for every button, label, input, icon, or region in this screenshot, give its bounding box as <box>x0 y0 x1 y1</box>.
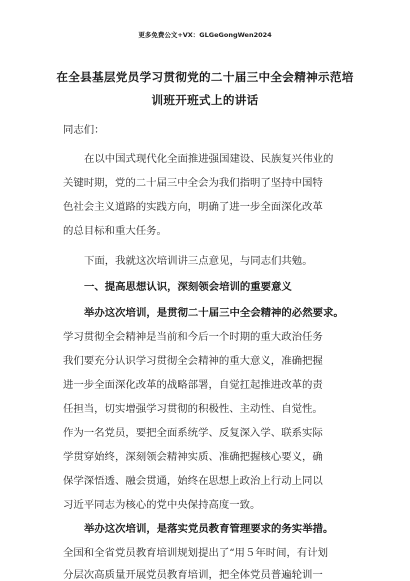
header-banner: 更多免费公文+VX：GLGeGongWen2024 <box>138 31 272 39</box>
paragraph-3-line: 学习贯彻全会精神是当前和今后一个时期的重大政治任务 <box>63 331 323 343</box>
paragraph-3-line: 保学深悟透、融会贯通，始终在思想上政治上行动上同以 <box>63 475 323 487</box>
salutation: 同志们： <box>63 124 105 136</box>
section-1-lead-sentence: 举办这次培训，是贯彻二十届三中全会精神的必然要求。 <box>84 307 344 319</box>
paragraph-3-line: 习近平同志为核心的党中央保持高度一致。 <box>63 499 261 511</box>
paragraph-1-line: 在以中国式现代化全面推进强国建设、民族复兴伟业的 <box>84 153 334 165</box>
section-1-lead-sentence-2: 举办这次培训，是落实党员教育管理要求的务实举措。 <box>84 523 334 535</box>
document-title-line-2: 训班开班式上的讲话 <box>151 93 259 107</box>
paragraph-2: 下面，我就这次培训讲三点意见，与同志们共勉。 <box>84 255 313 267</box>
document-title-line-1: 在全县基层党员学习贯彻党的二十届三中全会精神示范培 <box>56 70 354 84</box>
paragraph-3-line: 进一步全面深化改革的战略部署，自觉扛起推进改革的责 <box>63 379 323 391</box>
paragraph-4-line: 分层次高质量开展党员教育培训，把全体党员普遍轮训一 <box>63 569 323 581</box>
paragraph-3-line: 学贯穿始终，深刻领会精神实质、准确把握核心要义，确 <box>63 451 323 463</box>
paragraph-3-line: 我们要充分认识学习贯彻全会精神的重大意义，准确把握 <box>63 355 323 367</box>
paragraph-1-line: 色社会主义道路的实践方向，明确了进一步全面深化改革 <box>63 201 323 213</box>
paragraph-4-line: 全国和全省党员教育培训规划提出了“用５年时间，有计划 <box>63 547 329 559</box>
paragraph-1-line: 的总目标和重大任务。 <box>63 225 167 237</box>
paragraph-1-line: 关键时期，党的二十届三中全会为我们指明了坚持中国特 <box>63 177 323 189</box>
paragraph-3-line: 任担当，切实增强学习贯彻的积极性、主动性、自觉性。 <box>63 403 323 415</box>
section-heading-1: 一、提高思想认识，深刻领会培训的重要意义 <box>84 281 292 293</box>
paragraph-3-line: 作为一名党员，要把全面系统学、反复深入学、联系实际 <box>63 427 323 439</box>
